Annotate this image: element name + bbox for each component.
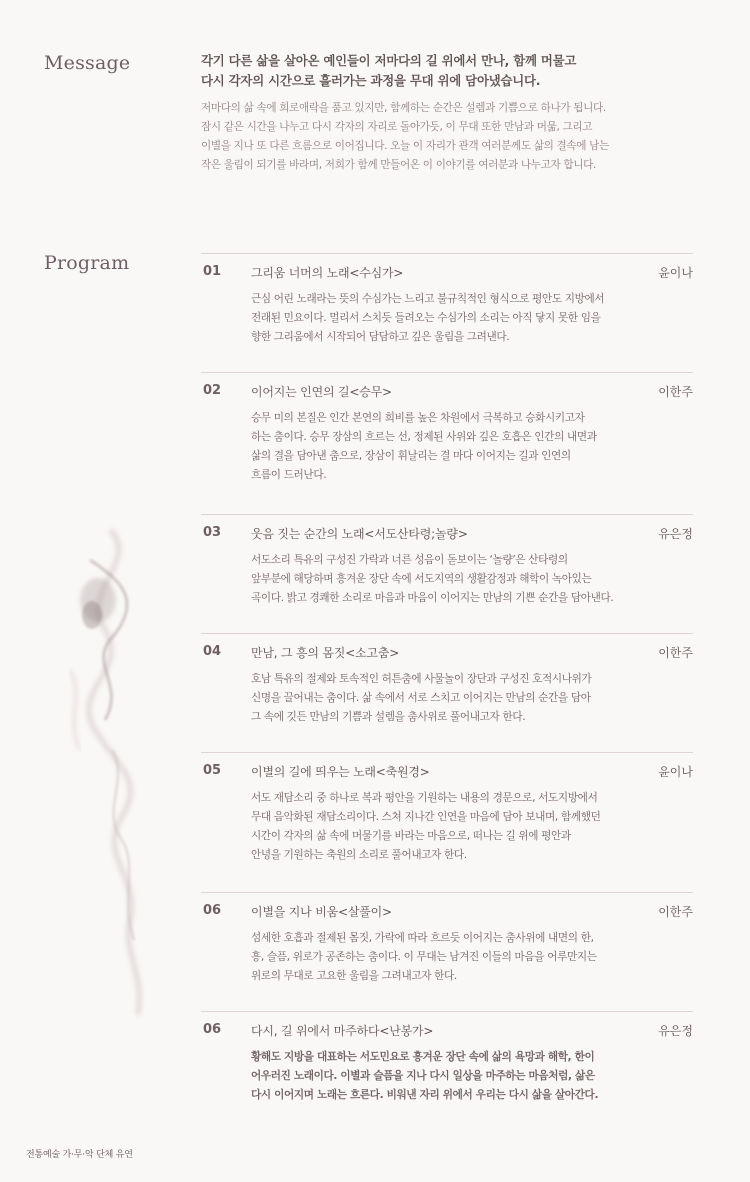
program-item-header (201, 893, 693, 927)
program-item (201, 514, 693, 608)
program-item-header (201, 373, 693, 407)
program-item (201, 372, 693, 485)
program-item-description (251, 789, 693, 865)
description-line: 승무 미의 본질은 인간 본연의 희비를 높은 차원에서 극복하고 승화시키고자 (251, 412, 585, 424)
program-item-performer: 이한주 (658, 905, 693, 919)
message-body-line: 이별을 지나 또 다른 흐름으로 이어집니다. 오늘 이 자리가 관객 여러분께도 삶의 결속에 남는 (201, 140, 609, 152)
description-line: 흐름이 드러난다. (251, 469, 327, 481)
description-line: 그 속에 깃든 만남의 기쁨과 설렘을 춤사위로 풀어내고자 한다. (251, 711, 526, 723)
program-item-description (251, 290, 693, 347)
program-item-description (251, 409, 693, 485)
description-line: 하는 춤이다. 승무 장삼의 흐르는 선, 정제된 사위와 깊은 호흡은 인간의 내면과 (251, 431, 597, 443)
description-line: 무대 음악화된 재담소리이다. 스쳐 지나간 인연을 마음에 담아 보내며, 함께했던 (251, 811, 601, 823)
description-line: 신명을 끌어내는 춤이다. 삶 속에서 서로 스치고 이어지는 만남의 순간을 담아 (251, 692, 591, 704)
program-item (201, 633, 693, 727)
message-body-line: 작은 울림이 되기를 바라며, 저희가 함께 만들어온 이 이야기를 여러분과 나누고자 합니다. (201, 159, 597, 171)
program-item-header (201, 753, 693, 787)
program-item-number: 05 (203, 763, 222, 778)
program-item-number: 01 (203, 264, 222, 279)
description-line: 다시 이어지며 노래는 흐른다. 비워낸 자리 위에서 우리는 다시 삶을 살아간다. (251, 1089, 599, 1101)
message-body-line: 저마다의 삶 속에 희로애락을 품고 있지만, 함께하는 순간은 설렘과 기쁨으로 하나가 됩니다. (201, 102, 606, 114)
description-line: 안녕을 기원하는 축원의 소리로 풀어내고자 한다. (251, 849, 467, 861)
description-line: 삶의 결을 담아낸 춤으로, 장삼이 휘날리는 결 마다 이어지는 길과 인연의 (251, 450, 571, 462)
message-section (201, 51, 701, 175)
description-line: 곡이다. 밝고 경쾌한 소리로 마음과 마음이 이어지는 만남의 기쁜 순간을 담아낸다. (251, 592, 614, 604)
program-heading: Program (44, 252, 130, 274)
program-item-header (201, 1012, 693, 1046)
description-line: 서도소리 특유의 구성진 가락과 너른 성음이 돋보이는 ‘놀량’은 산타령의 (251, 554, 568, 566)
description-line: 호남 특유의 절제와 토속적인 허튼춤에 사물놀이 장단과 구성진 호적시나위가 (251, 673, 592, 685)
program-item-performer: 윤이나 (658, 266, 693, 280)
description-line: 향한 그리움에서 시작되어 담담하고 깊은 울림을 그려낸다. (251, 331, 510, 343)
program-item-header (201, 634, 693, 668)
program-item-number: 03 (203, 525, 222, 540)
program-item-performer: 윤이나 (658, 765, 693, 779)
program-item-header (201, 515, 693, 549)
program-item-performer: 유은정 (658, 527, 693, 541)
program-item-performer: 이한주 (658, 385, 693, 399)
message-lead-line: 다시 각자의 시간으로 흘러가는 과정을 무대 위에 담아냈습니다. (201, 73, 541, 88)
program-item (201, 752, 693, 865)
program-item-description (251, 551, 693, 608)
message-heading: Message (44, 52, 131, 74)
program-item-title: 이어지는 인연의 길<승무> (251, 385, 392, 399)
description-line: 황해도 지방을 대표하는 서도민요로 흥겨운 장단 속에 삶의 욕망과 해학, 한이 (251, 1051, 595, 1063)
program-item (201, 253, 693, 347)
program-item-number: 04 (203, 644, 222, 659)
program-item-title: 웃음 짓는 순간의 노래<서도산타령;놀량> (251, 527, 468, 541)
program-item (201, 1011, 693, 1105)
program-item-title: 다시, 길 위에서 마주하다<난봉가> (251, 1024, 434, 1038)
description-line: 섬세한 호흡과 절제된 몸짓, 가락에 따라 흐르듯 이어지는 춤사위에 내면의 한, (251, 932, 594, 944)
program-item-title: 이별을 지나 비움<살풀이> (251, 905, 392, 919)
program-item-description (251, 1048, 693, 1105)
ink-smoke-illustration (50, 520, 190, 1020)
description-line: 시간이 각자의 삶 속에 머물기를 바라는 마음으로, 떠나는 길 위에 평안과 (251, 830, 571, 842)
program-item-title: 그리움 너머의 노래<수심가> (251, 266, 404, 280)
description-line: 어우러진 노래이다. 이별과 슬픔을 지나 다시 일상을 마주하는 마음처럼, 삶은 (251, 1070, 595, 1082)
program-item-title: 이별의 길에 띄우는 노래<축원경> (251, 765, 430, 779)
footer-org-name: 전통예술 가·무·악 단체 유연 (26, 1150, 133, 1160)
description-line: 서도 재담소리 중 하나로 복과 평안을 기원하는 내용의 경문으로, 서도지방에서 (251, 792, 598, 804)
description-line: 앞부분에 해당하며 흥겨운 장단 속에 서도지역의 생활감정과 해학이 녹아있는 (251, 573, 592, 585)
program-item-description (251, 929, 693, 986)
description-line: 위로의 무대로 고요한 울림을 그려내고자 한다. (251, 970, 457, 982)
program-item-performer: 이한주 (658, 646, 693, 660)
program-item-description (251, 670, 693, 727)
program-item-number: 06 (203, 903, 222, 918)
program-item-title: 만남, 그 흥의 몸짓<소고춤> (251, 646, 400, 660)
program-item-number: 06 (203, 1022, 222, 1037)
message-lead-line: 각기 다른 삶을 살아온 예인들이 저마다의 길 위에서 만나, 함께 머물고 (201, 53, 577, 68)
description-line: 흥, 슬픔, 위로가 공존하는 춤이다. 이 무대는 남겨진 이들의 마음을 어루만지는 (251, 951, 597, 963)
program-item-header (201, 254, 693, 288)
description-line: 근심 어린 노래라는 뜻의 수심가는 느리고 불규칙적인 형식으로 평안도 지방에서 (251, 293, 605, 305)
program-item-number: 02 (203, 383, 222, 398)
message-body-line: 잠시 같은 시간을 나누고 다시 각자의 자리로 돌아가듯, 이 무대 또한 만남과 머묾, 그리고 (201, 121, 593, 133)
description-line: 전래된 민요이다. 멀리서 스치듯 들려오는 수심가의 소리는 아직 닿지 못한 임을 (251, 312, 601, 324)
message-lead (201, 51, 701, 91)
program-item (201, 892, 693, 986)
program-item-performer: 유은정 (658, 1024, 693, 1038)
message-body (201, 99, 701, 175)
